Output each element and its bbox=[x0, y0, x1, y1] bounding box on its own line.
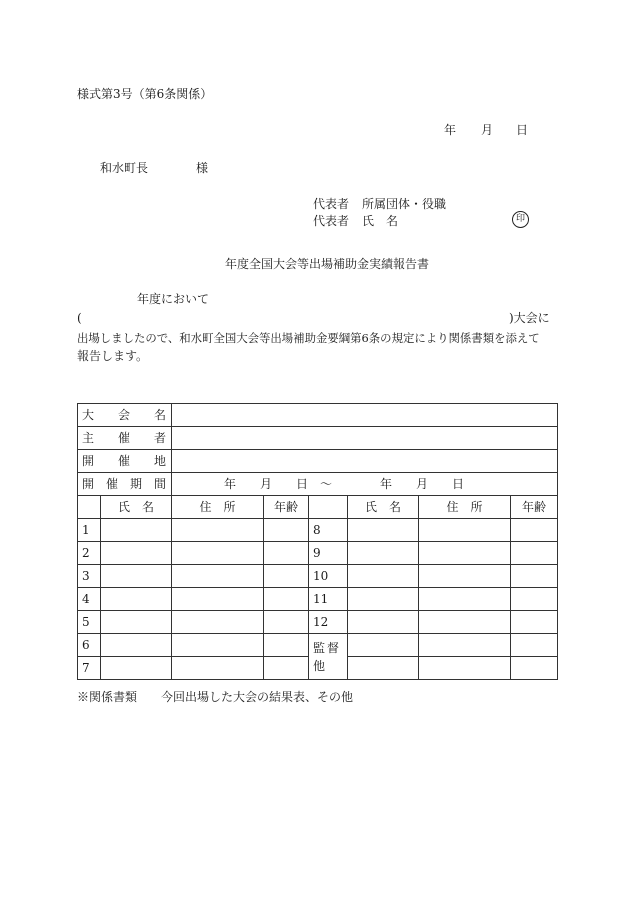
supervisor-label-1: 監督 bbox=[313, 640, 342, 655]
header-name-left: 氏 名 bbox=[101, 496, 172, 519]
member-age-cell bbox=[511, 542, 558, 565]
member-address-cell bbox=[172, 565, 264, 588]
table-row bbox=[78, 588, 558, 611]
row-label-venue: 開 催 地 bbox=[78, 450, 172, 473]
member-number: 10 bbox=[309, 565, 348, 588]
member-age-cell bbox=[511, 588, 558, 611]
date-year: 年 bbox=[444, 123, 457, 137]
member-address-cell bbox=[419, 542, 511, 565]
member-age-cell bbox=[264, 611, 309, 634]
supervisor-label-2: 他 bbox=[313, 658, 326, 673]
member-number: 11 bbox=[309, 588, 348, 611]
date-day: 日 bbox=[516, 123, 529, 137]
header-address-right: 住 所 bbox=[419, 496, 511, 519]
document-title: 年度全国大会等出場補助金実績報告書 bbox=[225, 257, 430, 271]
member-age-cell bbox=[264, 542, 309, 565]
table-row bbox=[78, 519, 558, 542]
seal-icon: 印 bbox=[512, 211, 529, 228]
member-name-cell bbox=[101, 634, 172, 657]
member-name-cell bbox=[348, 611, 419, 634]
body-line-4: 報告します。 bbox=[77, 349, 149, 363]
member-age-cell bbox=[264, 519, 309, 542]
member-name-cell bbox=[101, 588, 172, 611]
member-number: 6 bbox=[78, 634, 101, 657]
member-address-cell bbox=[172, 634, 264, 657]
member-address-cell bbox=[419, 565, 511, 588]
member-age-cell bbox=[511, 611, 558, 634]
member-name-cell bbox=[348, 588, 419, 611]
member-name-cell bbox=[101, 611, 172, 634]
member-name-cell bbox=[348, 565, 419, 588]
representative-label-2: 代表者 bbox=[313, 214, 350, 228]
member-age-cell bbox=[511, 519, 558, 542]
row-label-organizer: 主 催 者 bbox=[78, 427, 172, 450]
header-age-left: 年齢 bbox=[264, 496, 309, 519]
member-name-cell bbox=[101, 542, 172, 565]
member-number: 12 bbox=[309, 611, 348, 634]
body-line-3: 出場しましたので、和水町全国大会等出場補助金要綱第6条の規定により関係書類を添えて bbox=[77, 331, 540, 345]
member-age-cell bbox=[264, 657, 309, 680]
member-age-cell bbox=[264, 588, 309, 611]
addressee-honorific: 様 bbox=[196, 161, 209, 175]
header-age-right: 年齢 bbox=[511, 496, 558, 519]
footnote: ※関係書類 今回出場した大会の結果表、その他 bbox=[77, 690, 354, 704]
body-line-1: 年度において bbox=[137, 292, 210, 306]
member-address-cell bbox=[419, 519, 511, 542]
member-number: 7 bbox=[78, 657, 101, 680]
venue-value bbox=[172, 450, 558, 473]
member-name-cell bbox=[101, 565, 172, 588]
organizer-value bbox=[172, 427, 558, 450]
table-row bbox=[78, 542, 558, 565]
supervisor-age-cell bbox=[511, 634, 558, 657]
member-number: 2 bbox=[78, 542, 101, 565]
table-row bbox=[78, 634, 558, 657]
member-age-cell bbox=[511, 565, 558, 588]
addressee-name: 和水町長 bbox=[100, 161, 149, 175]
member-address-cell bbox=[172, 542, 264, 565]
body-paren-close: )大会に bbox=[509, 311, 550, 325]
header-name-right: 氏 名 bbox=[348, 496, 419, 519]
supervisor-address-cell bbox=[419, 657, 511, 680]
table-row bbox=[78, 450, 558, 473]
row-label-tournament: 大 会 名 bbox=[78, 404, 172, 427]
member-name-cell bbox=[101, 657, 172, 680]
representative-value-2: 氏 名 bbox=[362, 214, 399, 228]
table-row bbox=[78, 404, 558, 427]
member-age-cell bbox=[264, 565, 309, 588]
member-address-cell bbox=[172, 611, 264, 634]
header-address-left: 住 所 bbox=[172, 496, 264, 519]
member-address-cell bbox=[172, 657, 264, 680]
supervisor-label bbox=[309, 634, 348, 680]
table-row bbox=[78, 565, 558, 588]
report-table bbox=[77, 403, 558, 680]
member-name-cell bbox=[348, 542, 419, 565]
member-age-cell bbox=[264, 634, 309, 657]
member-number: 5 bbox=[78, 611, 101, 634]
table-row bbox=[78, 473, 558, 496]
member-name-cell bbox=[101, 519, 172, 542]
form-number: 様式第3号（第6条関係） bbox=[77, 87, 213, 101]
member-number: 1 bbox=[78, 519, 101, 542]
tournament-name-value bbox=[172, 404, 558, 427]
table-row bbox=[78, 611, 558, 634]
header-blank-right bbox=[309, 496, 348, 519]
member-address-cell bbox=[419, 588, 511, 611]
member-address-cell bbox=[172, 519, 264, 542]
member-address-cell bbox=[419, 611, 511, 634]
supervisor-age-cell bbox=[511, 657, 558, 680]
supervisor-name-cell bbox=[348, 634, 419, 657]
representative-label-1: 代表者 bbox=[313, 197, 350, 211]
member-address-cell bbox=[172, 588, 264, 611]
date-month: 月 bbox=[481, 123, 494, 137]
body-paren-open: ( bbox=[77, 311, 82, 325]
supervisor-address-cell bbox=[419, 634, 511, 657]
table-header-row bbox=[78, 496, 558, 519]
row-label-period: 開 催 期 間 bbox=[78, 473, 172, 496]
representative-value-1: 所属団体・役職 bbox=[362, 197, 447, 211]
member-name-cell bbox=[348, 519, 419, 542]
member-number: 4 bbox=[78, 588, 101, 611]
supervisor-name-cell bbox=[348, 657, 419, 680]
header-blank-left bbox=[78, 496, 101, 519]
table-row bbox=[78, 427, 558, 450]
member-number: 3 bbox=[78, 565, 101, 588]
member-number: 9 bbox=[309, 542, 348, 565]
period-value: 年 月 日 ～ 年 月 日 bbox=[172, 473, 558, 496]
member-number: 8 bbox=[309, 519, 348, 542]
